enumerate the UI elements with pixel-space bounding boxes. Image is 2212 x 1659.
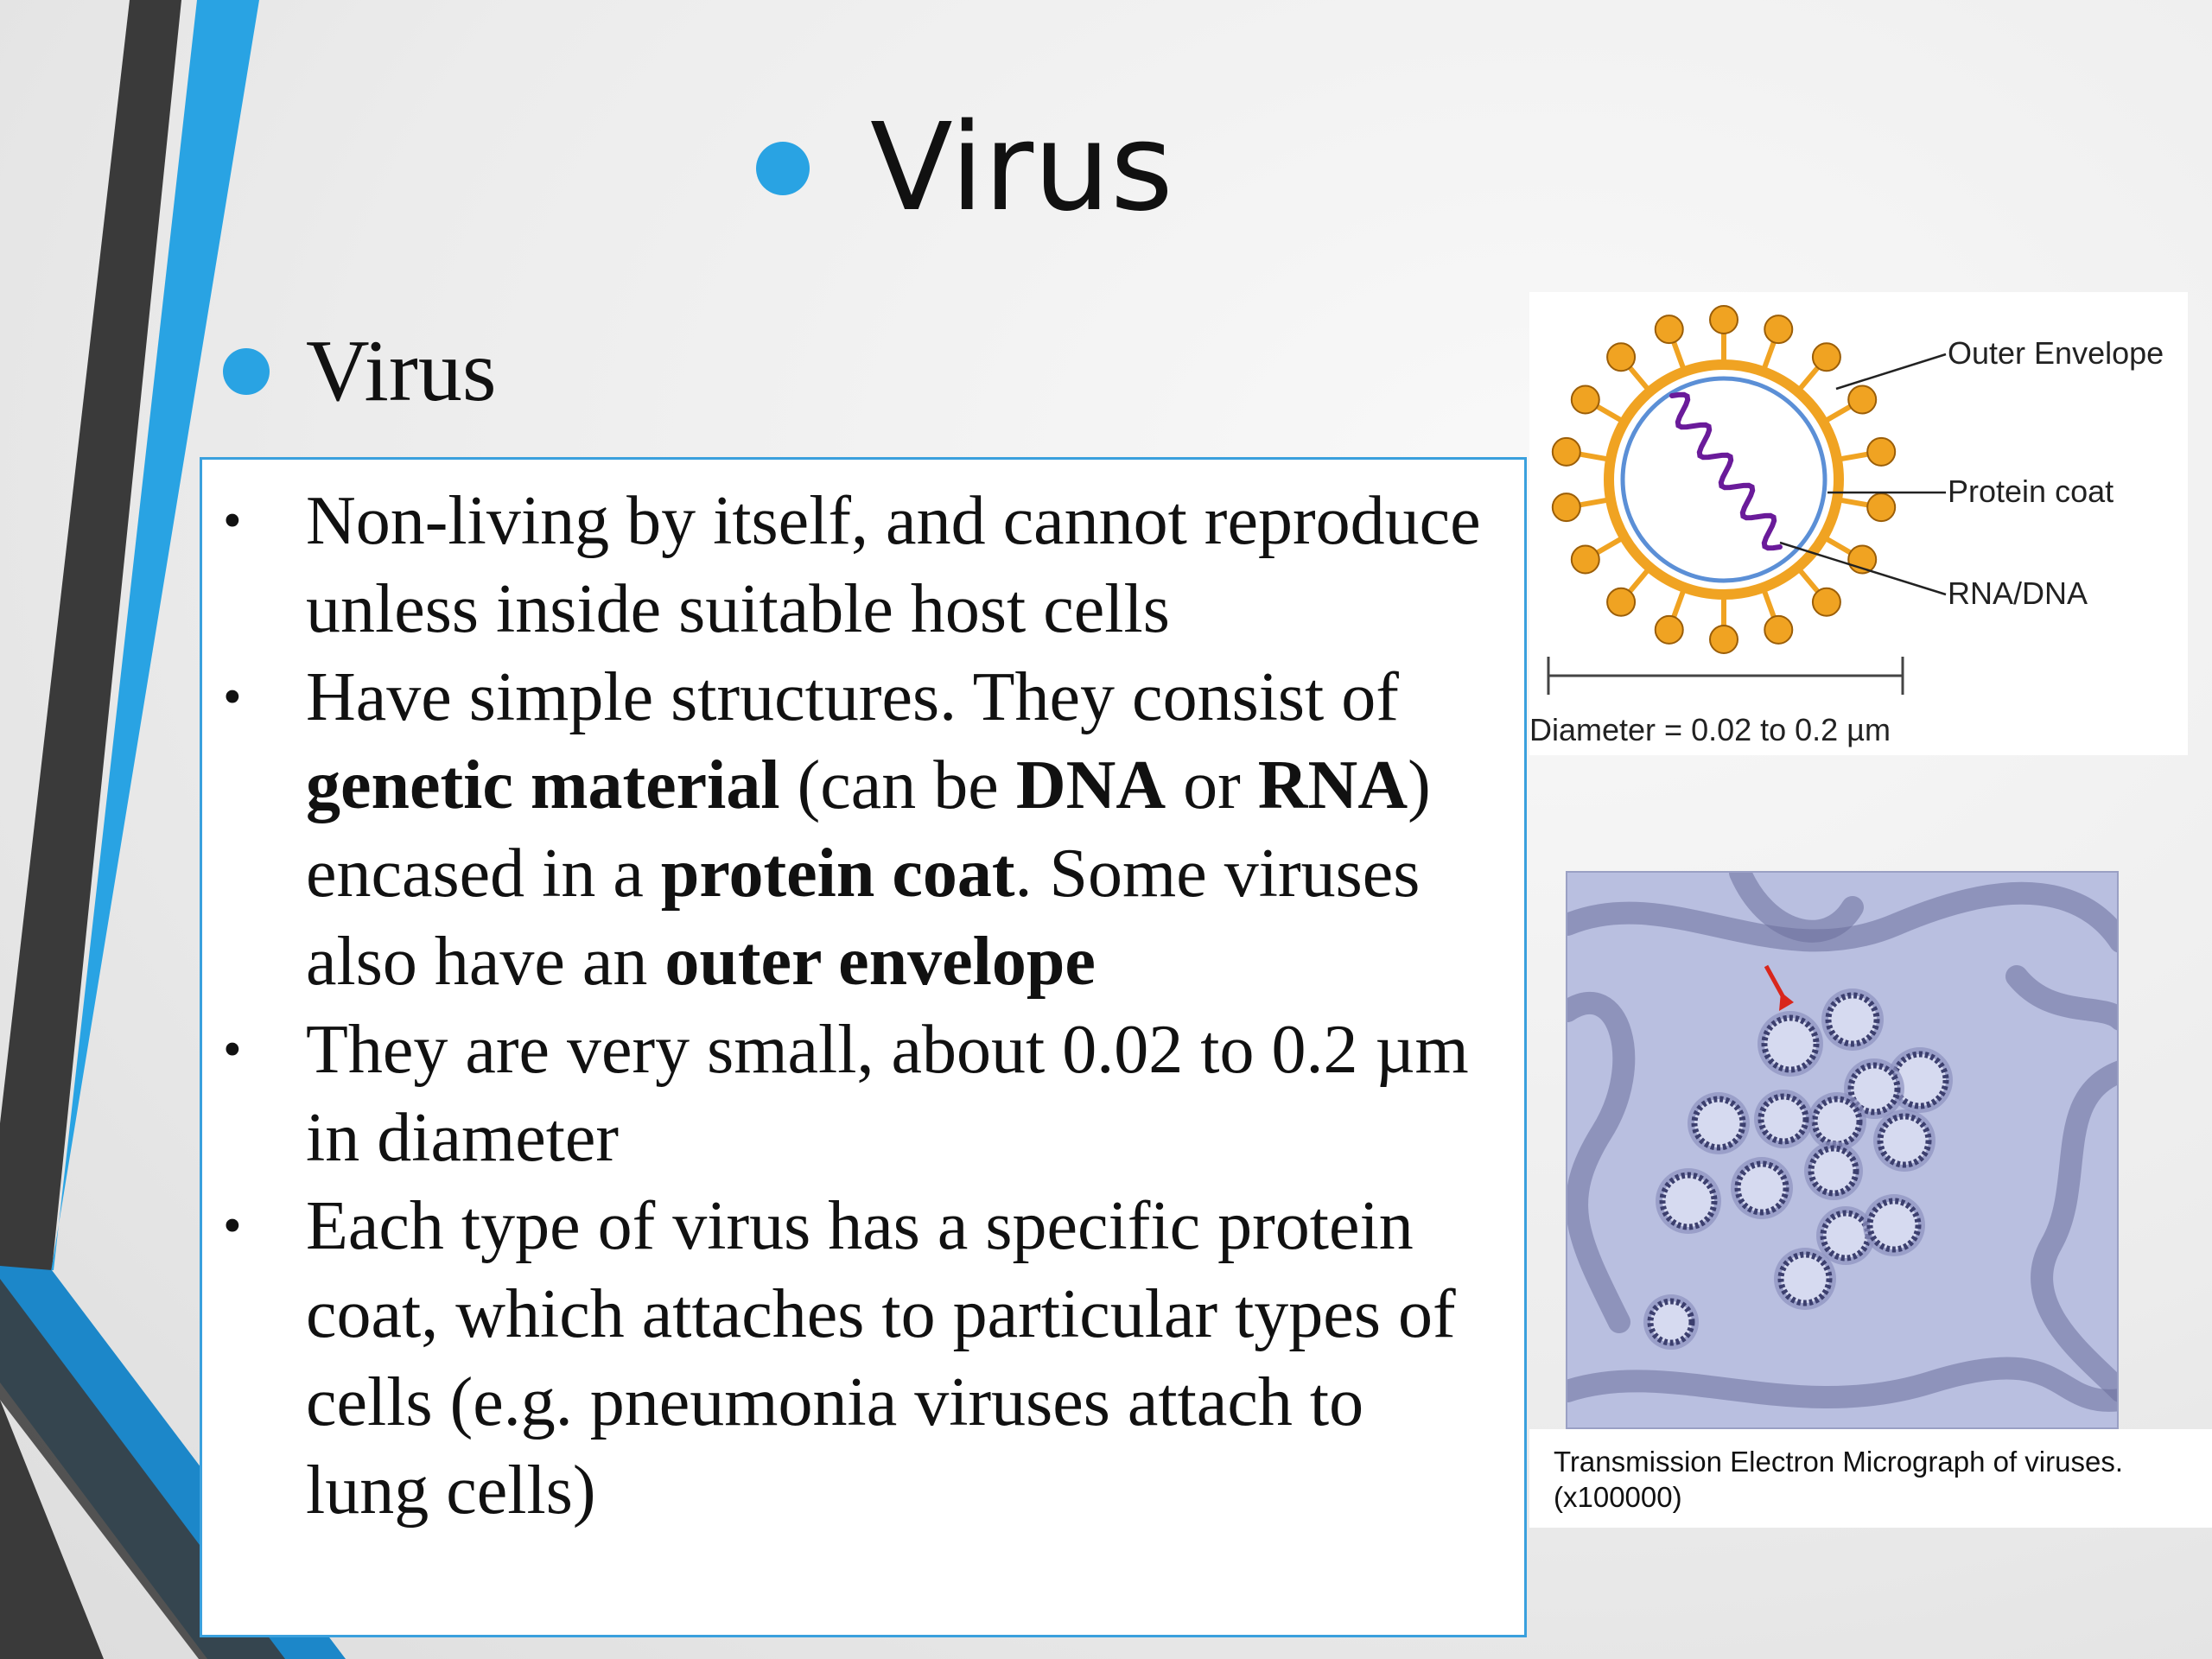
- spike-head: [1553, 438, 1580, 466]
- bullet-bold-text: DNA: [1015, 747, 1166, 823]
- spike-head: [1813, 588, 1840, 616]
- spike-head: [1572, 386, 1599, 414]
- bullet-item: [202, 1182, 1498, 1535]
- spike-head: [1710, 306, 1738, 334]
- spike-head: [1848, 386, 1876, 414]
- bullet-item: [202, 477, 1498, 653]
- spike-head: [1710, 626, 1738, 653]
- label-diameter: Diameter = 0.02 to 0.2 µm: [1529, 712, 1891, 747]
- bullet-text: . Some viruses also have an: [306, 836, 1421, 1000]
- title-text: Virus: [870, 98, 1173, 238]
- virus-particle: [1694, 1099, 1743, 1147]
- spike-head: [1607, 588, 1635, 616]
- virus-particle: [1815, 1099, 1859, 1144]
- spike-head: [1553, 493, 1580, 521]
- bullet-bold-text: genetic material: [306, 747, 780, 823]
- spike-head: [1813, 343, 1840, 371]
- title-bullet-dot: [756, 142, 810, 195]
- caption-line-2: (x100000): [1554, 1481, 1682, 1513]
- bullet-glyph: •: [223, 1020, 242, 1079]
- bullet-glyph: •: [223, 492, 242, 550]
- bullet-bold-text: protein coat: [660, 836, 1015, 912]
- bullet-text: Non-living by itself, and cannot reproduce unless inside suitable host cells: [306, 483, 1481, 647]
- bullet-item: [202, 1006, 1498, 1182]
- micrograph-graphic: [1567, 873, 2119, 1429]
- bullet-text: ) encased in a: [306, 747, 1431, 912]
- virus-particle: [1880, 1116, 1929, 1165]
- subheading: [223, 320, 497, 423]
- virus-particle: [1823, 1213, 1868, 1258]
- virus-particle: [1662, 1175, 1714, 1227]
- bullet-glyph: •: [223, 1197, 242, 1255]
- bullet-text-box[interactable]: [200, 457, 1527, 1637]
- spike-head: [1867, 438, 1895, 466]
- spike-head: [1656, 616, 1683, 644]
- leader-line-outer-envelope: [1836, 354, 1946, 389]
- bullet-text: or: [1166, 747, 1258, 823]
- bullet-item: [202, 653, 1498, 1006]
- virus-particle: [1650, 1301, 1692, 1343]
- spike-head: [1572, 546, 1599, 574]
- spike-head: [1867, 493, 1895, 521]
- spike-head: [1764, 616, 1792, 644]
- label-rna-dna: RNA/DNA: [1948, 575, 2088, 611]
- virus-particle: [1764, 1018, 1816, 1070]
- virus-structure-diagram: [1529, 292, 2188, 755]
- virus-particle: [1811, 1148, 1856, 1193]
- label-outer-envelope: Outer Envelope: [1948, 335, 2164, 371]
- virus-particle: [1781, 1255, 1829, 1303]
- subheading-text: Virus: [306, 322, 497, 420]
- bullet-text: Have simple structures. They consist of: [306, 659, 1399, 735]
- bullet-text: They are very small, about 0.02 to 0.2 µm in diameter: [306, 1012, 1469, 1176]
- bullet-bold-text: RNA: [1257, 747, 1408, 823]
- spike-head: [1656, 315, 1683, 343]
- bullet-list: [202, 477, 1498, 1535]
- subheading-bullet-dot: [223, 348, 270, 395]
- virus-particle: [1828, 995, 1877, 1044]
- virus-particle: [1870, 1201, 1918, 1249]
- bullet-text: (can be: [779, 747, 1016, 823]
- electron-micrograph-image: [1566, 871, 2119, 1429]
- bullet-glyph: •: [223, 668, 242, 727]
- virus-particle: [1738, 1164, 1786, 1212]
- spike-head: [1764, 315, 1792, 343]
- bullet-bold-text: outer envelope: [664, 924, 1096, 1000]
- micrograph-caption: [1529, 1429, 2212, 1528]
- spike-head: [1607, 343, 1635, 371]
- label-protein-coat: Protein coat: [1948, 474, 2114, 509]
- virus-particle: [1761, 1096, 1806, 1141]
- slide-title: [756, 95, 1173, 242]
- caption-line-1: Transmission Electron Micrograph of viruses.: [1554, 1446, 2124, 1478]
- bullet-text: Each type of virus has a specific protein coat, which attaches to particular types of cells (e.g. pneumonia viruses attach to lung cells): [306, 1188, 1456, 1529]
